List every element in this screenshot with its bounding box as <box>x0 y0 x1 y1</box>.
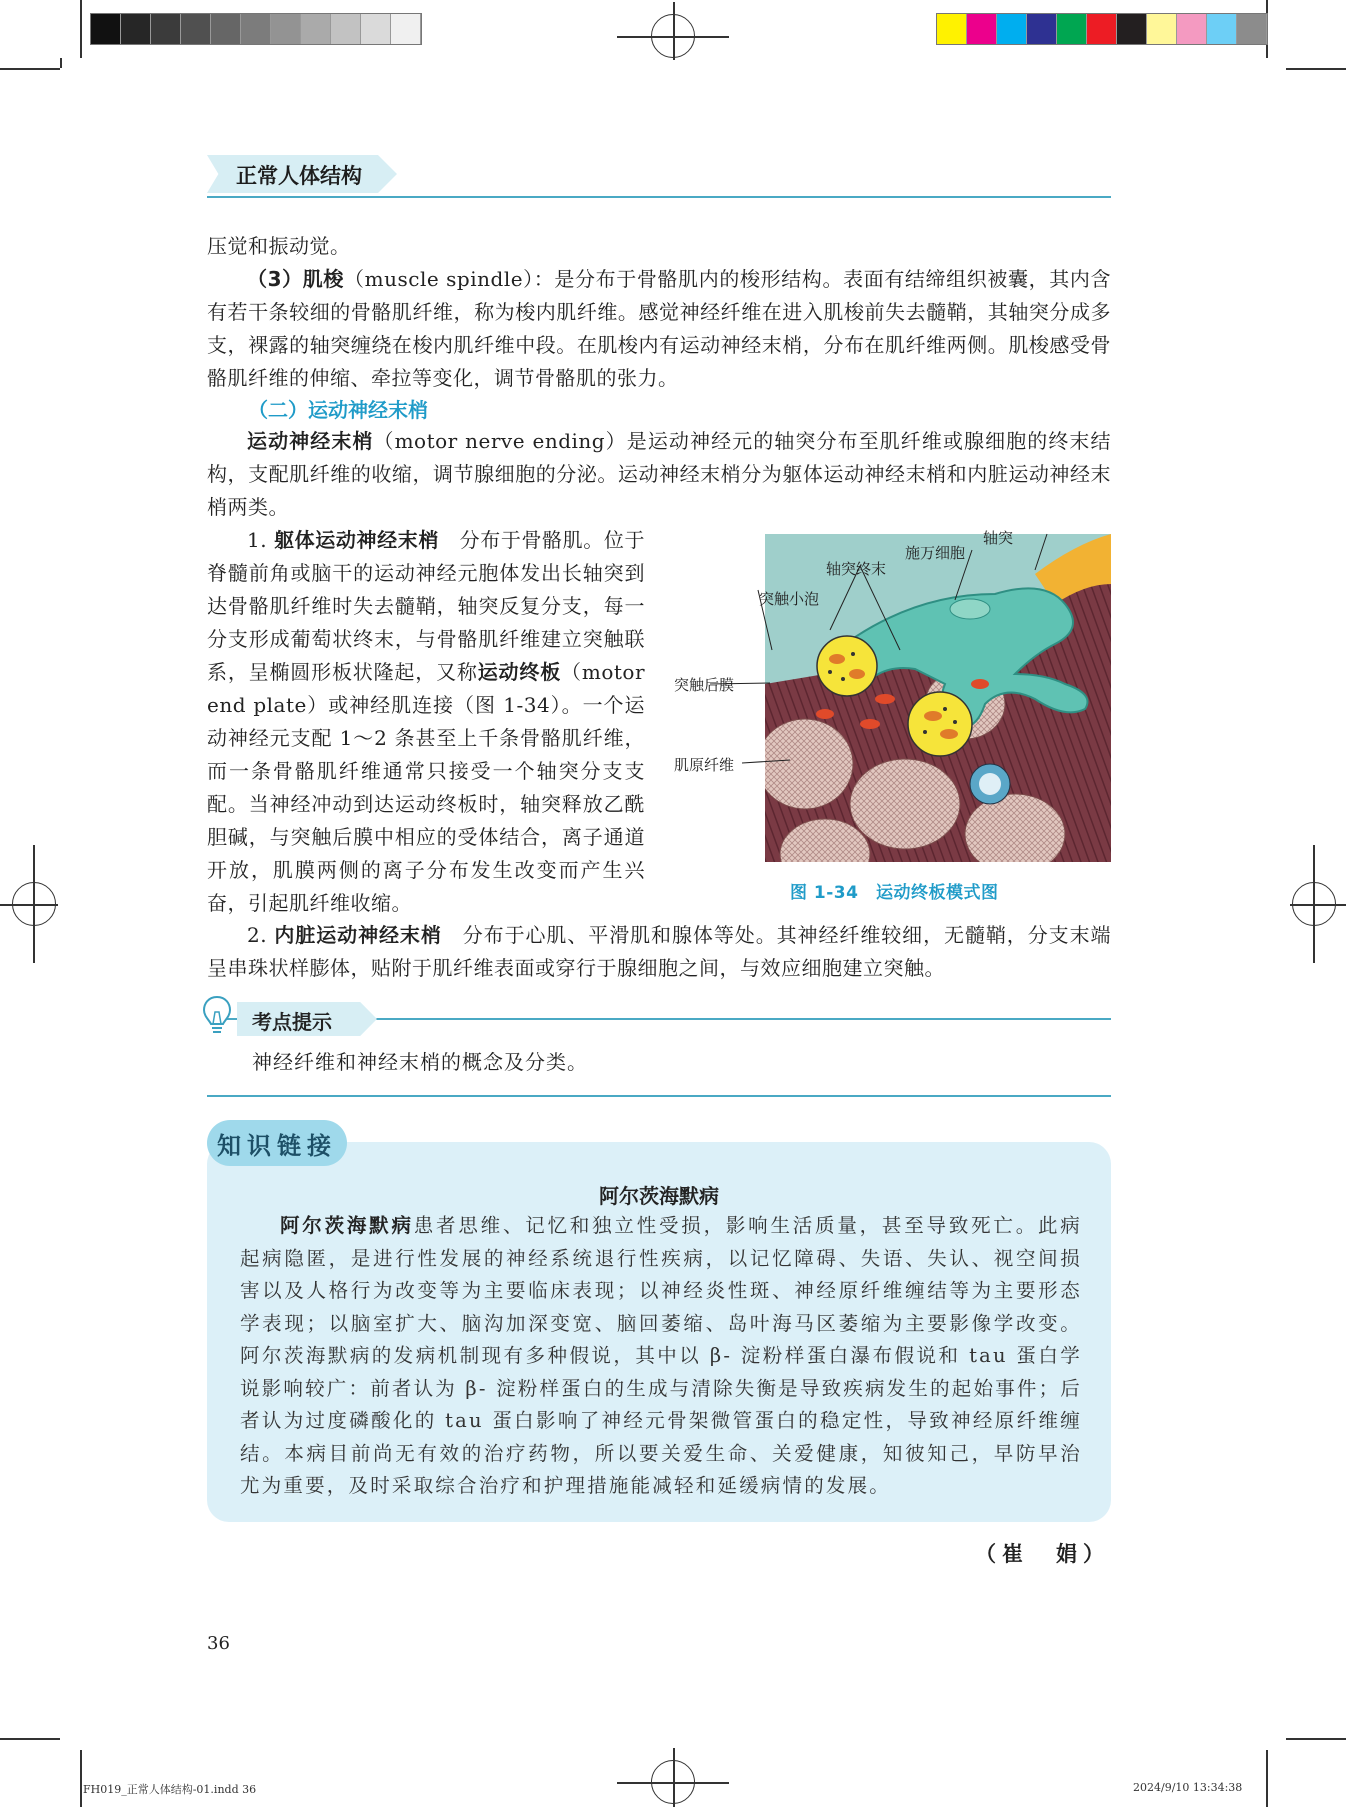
motor-end-plate-term: 运动终板 <box>477 660 562 684</box>
paragraph-visceral <box>207 919 1111 985</box>
tip-title: 考点提示 <box>252 1010 332 1034</box>
color-swatch <box>211 14 241 44</box>
label-axon: 轴突 <box>983 529 1014 547</box>
color-swatch <box>1057 14 1087 44</box>
somatic-num: 1. <box>247 528 275 552</box>
motor-intro-text: （motor nerve ending）是运动神经元的轴突分布至肌纤维或腺细胞的终末结构，支配肌纤维的收缩，调节腺细胞的分泌。运动神经末梢分为躯体运动神经末梢和内脏运动神经末梢两类。 <box>207 429 1112 519</box>
footer-timestamp: 2024/9/10 13:34:38 <box>1133 1781 1243 1794</box>
color-swatch <box>181 14 211 44</box>
somatic-term: 躯体运动神经末梢 <box>274 528 439 552</box>
lightbulb-icon <box>201 994 233 1038</box>
color-swatch <box>1117 14 1147 44</box>
spindle-text: （muscle spindle）：是分布于骨骼肌内的梭形结构。表面有结缔组织被囊，其内含有若干条较细的骨骼肌纤维，称为梭内肌纤维。感觉神经纤维在进入肌梭前失去髓鞘，其轴突分成多支，裸露的轴突缠绕在梭内肌纤维中段。在肌梭内有运动神经末梢，分布在肌纤维两侧。肌梭感受骨骼肌纤维的伸缩、牵拉等变化，调节骨骼肌的张力。 <box>207 267 1112 390</box>
label-axon-terminal: 轴突终末 <box>826 560 887 578</box>
tip-bottom-rule <box>207 1095 1111 1097</box>
color-swatch <box>331 14 361 44</box>
color-swatch <box>1027 14 1057 44</box>
paragraph-muscle-spindle <box>207 263 1111 395</box>
knowledge-title: 阿尔茨海默病 <box>599 1184 719 1208</box>
paragraph-somatic <box>207 524 645 920</box>
paragraph-continuation: 压觉和振动觉。 <box>207 234 351 258</box>
paragraph-motor-intro <box>207 425 1111 524</box>
color-swatch <box>1177 14 1207 44</box>
somatic-text-2: （motor end plate）或神经肌连接（图 1-34）。一个运动神经元支配 1～2 条甚至上千条骨骼肌纤维，而一条骨骼肌纤维通常只接受一个轴突分支支配。当神经冲动到达运动终板时，轴突释放乙酰胆碱，与突触后膜中相应的受体结合，离子通道开放，肌膜两侧的离子分布发生改变而产生兴奋，引起肌纤维收缩。 <box>207 660 646 915</box>
header-rule <box>207 196 1111 198</box>
color-swatch-bar <box>936 13 1268 45</box>
color-swatch <box>271 14 301 44</box>
color-swatch <box>361 14 391 44</box>
figure-caption: 图 1-34 运动终板模式图 <box>790 883 999 903</box>
color-swatch <box>997 14 1027 44</box>
color-swatch <box>1147 14 1177 44</box>
knowledge-tag: 知识链接 <box>217 1132 337 1160</box>
label-myofibril: 肌原纤维 <box>674 756 735 774</box>
motor-term: 运动神经末梢 <box>247 429 374 453</box>
tip-text: 神经纤维和神经末梢的概念及分类。 <box>252 1050 588 1074</box>
page-number: 36 <box>207 1633 230 1654</box>
author: （崔 娟） <box>975 1542 1110 1566</box>
color-swatch <box>1237 14 1267 44</box>
visceral-term: 内脏运动神经末梢 <box>274 923 442 947</box>
color-swatch <box>1207 14 1237 44</box>
gray-swatch-bar <box>90 13 422 45</box>
visceral-text: 分布于心肌、平滑肌和腺体等处。其神经纤维较细，无髓鞘，分支末端呈串珠状样膨体，贴附于肌纤维表面或穿行于腺细胞之间，与效应细胞建立突触。 <box>207 923 1112 980</box>
color-swatch <box>937 14 967 44</box>
footer-file-info: FH019_正常人体结构-01.indd 36 <box>83 1783 257 1796</box>
color-swatch <box>301 14 331 44</box>
knowledge-text: 患者思维、记忆和独立性受损，影响生活质量，甚至导致死亡。此病起病隐匿，是进行性发展的神经系统退行性疾病，以记忆障碍、失语、失认、视空间损害以及人格行为改变等为主要临床表现；以神经炎性斑、神经原纤维缠结等为主要形态学表现；以脑室扩大、脑沟加深变宽、脑回萎缩、岛叶海马区萎缩为主要影像学改变。阿尔茨海默病的发病机制现有多种假说，其中以 β- 淀粉样蛋白瀑布假说和 tau 蛋白学说影响较广：前者认为 β- 淀粉样蛋白的生成与清除失衡是导致疾病发生的起始事件；后者认为过度磷酸化的 tau 蛋白影响了神经元骨架微管蛋白的稳定性，导致神经原纤维缠结。本病目前尚无有效的治疗药物，所以要关爱生命、关爱健康，知彼知己，早防早治尤为重要，及时采取综合治疗和护理措施能减轻和延缓病情的发展。 <box>240 1214 1082 1497</box>
color-swatch <box>121 14 151 44</box>
section-subheading: （二）运动神经末梢 <box>248 398 428 422</box>
label-synaptic-vesicle: 突触小泡 <box>759 590 820 608</box>
label-postsynaptic-membrane: 突触后膜 <box>674 676 735 694</box>
visceral-num: 2. <box>247 923 275 947</box>
color-swatch <box>967 14 997 44</box>
color-swatch <box>241 14 271 44</box>
spindle-term: 肌梭 <box>302 267 345 291</box>
color-swatch <box>91 14 121 44</box>
knowledge-body <box>240 1210 1082 1503</box>
color-swatch <box>1087 14 1117 44</box>
somatic-text-1: 分布于骨骼肌。位于脊髓前角或脑干的运动神经元胞体发出长轴突到达骨骼肌纤维时失去髓鞘，轴突反复分支，每一分支形成葡萄状终末，与骨骼肌纤维建立突触联系，呈椭圆形板状隆起，又称 <box>207 528 646 684</box>
knowledge-term: 阿尔茨海默病 <box>280 1214 414 1237</box>
color-swatch <box>391 14 421 44</box>
color-swatch <box>151 14 181 44</box>
label-schwann-cell: 施万细胞 <box>905 544 966 562</box>
figure-leader-lines <box>660 520 1120 780</box>
spindle-prefix: （3） <box>247 267 303 291</box>
chapter-title: 正常人体结构 <box>236 164 362 188</box>
